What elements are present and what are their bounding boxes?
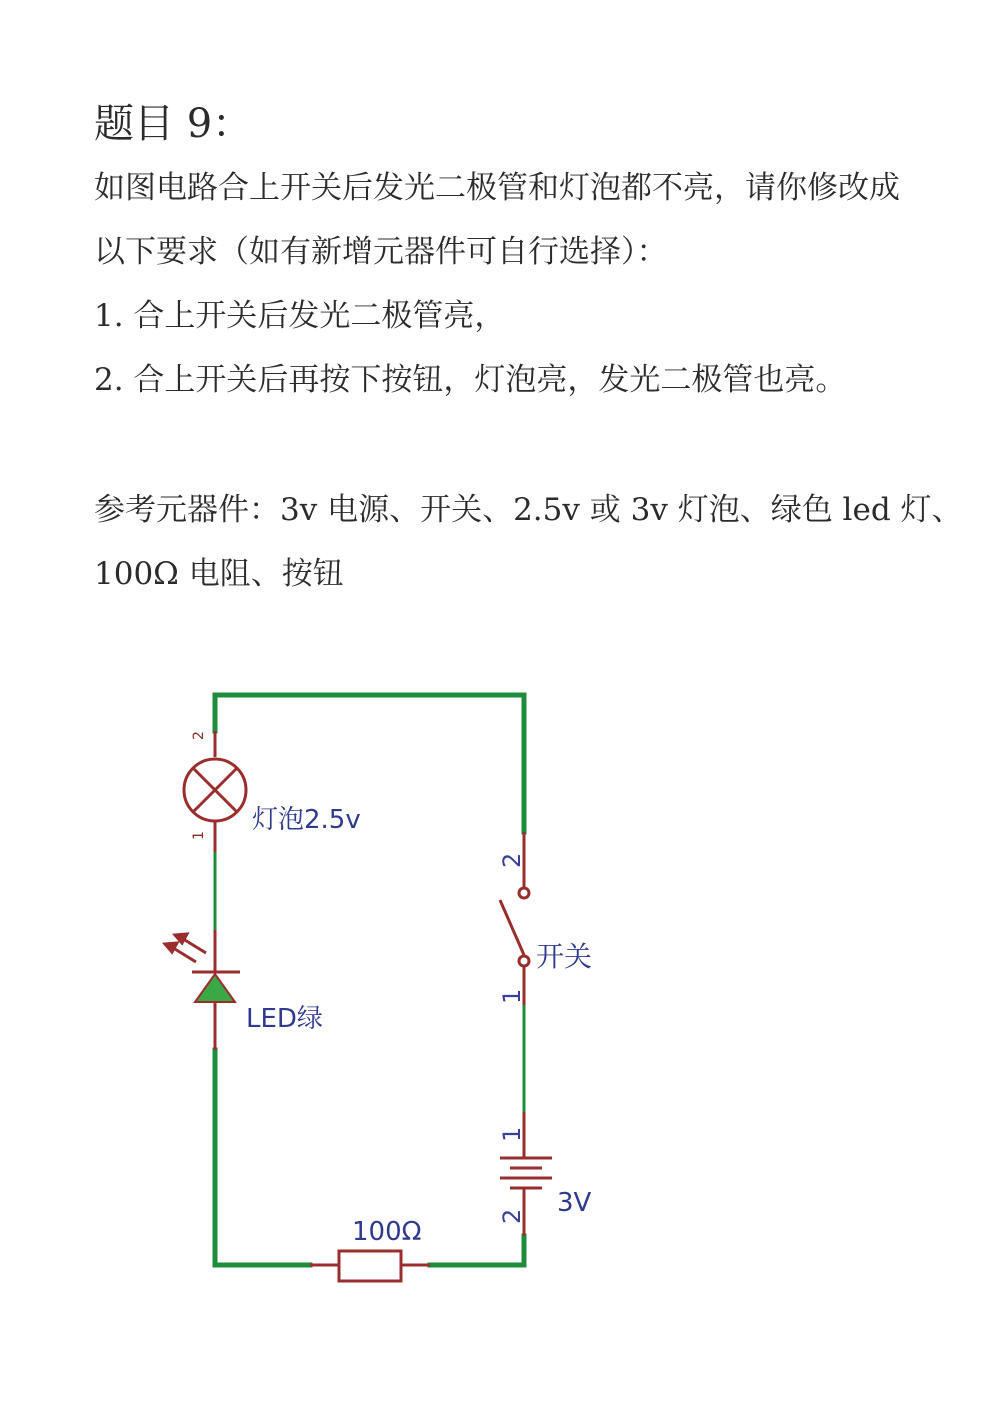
reference-line-2: 100Ω 电阻、按钮 [94,556,344,592]
question-title: 题目 9： [94,101,253,147]
switch-label: 开关 [536,940,593,973]
lamp-label: 灯泡2.5v [252,805,361,835]
battery-label: 3V [557,1188,592,1218]
question-line-1: 如图电路合上开关后发光二极管和灯泡都不亮，请你修改成 [94,170,900,206]
requirement-1: 1. 合上开关后发光二极管亮， [94,298,506,334]
switch-pin-bottom: 1 [498,988,526,1004]
wires [215,695,524,1265]
lamp-pin-top: 2 [191,731,207,740]
lamp-pin-bottom: 1 [191,831,207,840]
resistor-label: 100Ω [352,1217,422,1247]
battery-pin-bottom: 2 [498,1208,526,1224]
requirement-2: 2. 合上开关后再按下按钮，灯泡亮，发光二极管也亮。 [94,362,847,398]
question-line-2: 以下要求（如有新增元器件可自行选择）： [94,234,668,270]
reference-line-1: 参考元器件：3v 电源、开关、2.5v 或 3v 灯泡、绿色 led 灯、 [94,492,963,528]
led-symbol [165,930,240,1050]
resistor-symbol [310,1251,430,1281]
wire-left-bottom [215,1050,310,1265]
wire-bottom-right [430,1236,524,1265]
switch-pin-top: 2 [498,852,526,868]
led-label: LED绿 [246,1004,323,1034]
battery-pin-top: 1 [498,1126,526,1142]
